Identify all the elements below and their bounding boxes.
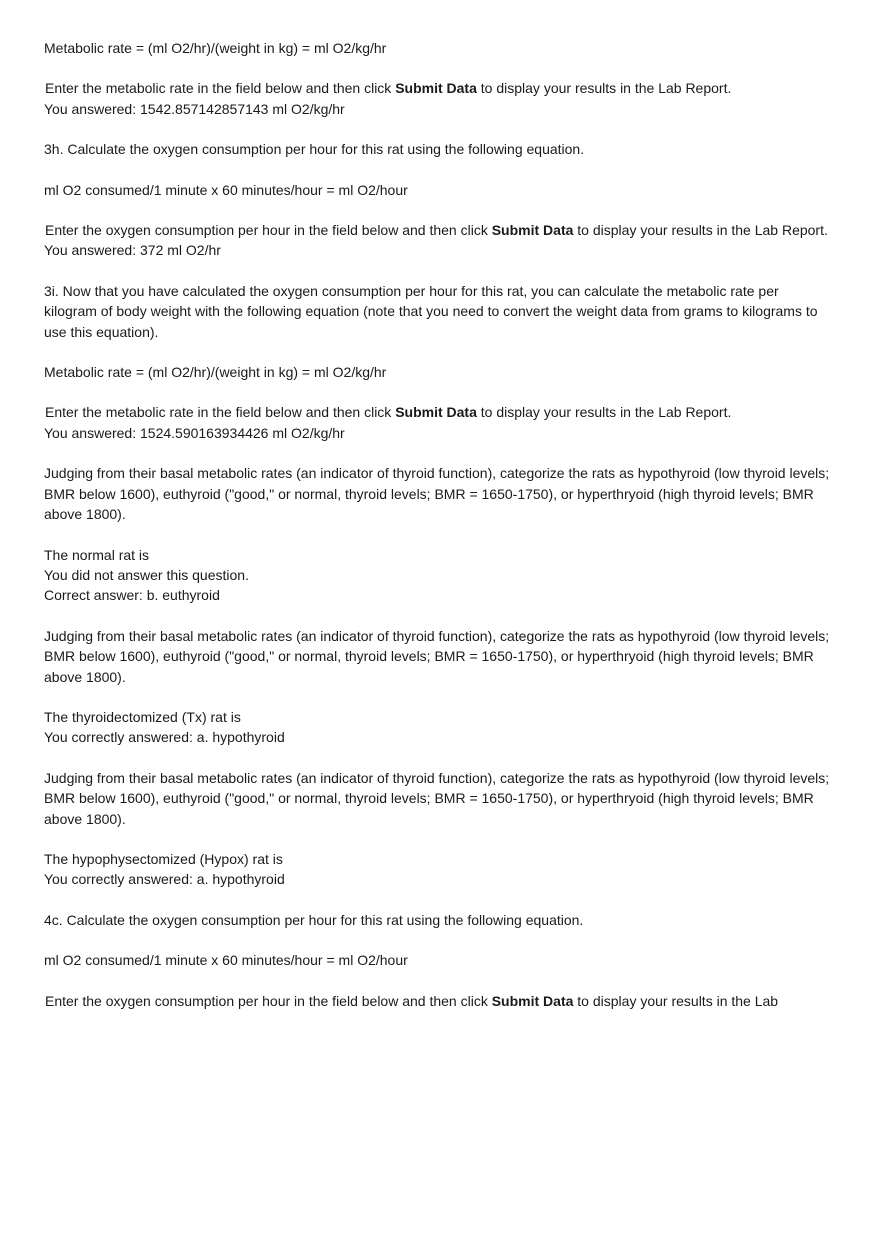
question-text: Judging from their basal metabolic rates (an indicator of thyroid function), categorize the rats as hypothyroid (low thyroid levels; BMR below 1600), euthyroid ("good," or normal, thyroid levels; BMR = 1650-1750), or hyperthryoid (high thyroid levels; BMR above 1800). xyxy=(44,627,830,685)
answer-text: You answered: 372 ml O2/hr xyxy=(44,242,221,259)
answer-status: You correctly answered: a. hypothyroid xyxy=(44,729,285,746)
mc-prompt: The hypophysectomized (Hypox) rat is xyxy=(44,850,283,867)
submit-instruction-oxygen-consumption xyxy=(44,991,834,1011)
mc-prompt: The thyroidectomized (Tx) rat is xyxy=(44,708,241,725)
submit-data-label: Submit Data xyxy=(491,992,574,1009)
normal-rat-result xyxy=(44,545,834,606)
submit-data-label: Submit Data xyxy=(395,80,477,97)
equation-text: ml O2 consumed/1 minute x 60 minutes/hour = ml O2/hour xyxy=(44,181,408,198)
answer-text: You answered: 1542.857142857143 ml O2/kg/hr xyxy=(44,100,345,117)
submit-data-label: Submit Data xyxy=(491,222,574,239)
question-text: 4c. Calculate the oxygen consumption per hour for this rat using the following equation. xyxy=(44,911,584,928)
answer-status: You correctly answered: a. hypothyroid xyxy=(44,871,285,888)
equation-text: Metabolic rate = (ml O2/hr)/(weight in kg) = ml O2/kg/hr xyxy=(44,364,387,381)
question-text: Judging from their basal metabolic rates (an indicator of thyroid function), categorize the rats as hypothyroid (low thyroid levels; BMR below 1600), euthyroid ("good," or normal, thyroid levels; BMR = 1650-1750), or hyperthryoid (high thyroid levels; BMR above 1800). xyxy=(44,769,830,827)
metabolic-rate-equation xyxy=(44,38,834,58)
mc-prompt: The normal rat is xyxy=(44,546,150,563)
answer-status: You did not answer this question. xyxy=(44,566,249,583)
question-3i xyxy=(44,281,834,342)
instruction-text: Enter the oxygen consumption per hour in the field below and then click Submit Data to display your results in the Lab Report. xyxy=(45,222,828,239)
submit-instruction-oxygen-consumption xyxy=(44,220,834,261)
lab-report-page xyxy=(44,38,834,1031)
thyroid-categorize-question xyxy=(44,768,834,829)
thyroid-categorize-question xyxy=(44,463,834,524)
instruction-text: Enter the metabolic rate in the field below and then click Submit Data to display your results in the Lab Report. xyxy=(45,80,732,97)
question-text: 3h. Calculate the oxygen consumption per hour for this rat using the following equation. xyxy=(44,141,585,158)
equation-text: Metabolic rate = (ml O2/hr)/(weight in kg) = ml O2/kg/hr xyxy=(44,40,387,56)
submit-instruction-metabolic-rate xyxy=(44,402,834,443)
question-text: Judging from their basal metabolic rates (an indicator of thyroid function), categorize the rats as hypothyroid (low thyroid levels; BMR below 1600), euthyroid ("good," or normal, thyroid levels; BMR = 1650-1750), or hyperthryoid (high thyroid levels; BMR above 1800). xyxy=(44,465,830,523)
hypox-rat-result xyxy=(44,849,834,890)
tx-rat-result xyxy=(44,707,834,748)
question-4c xyxy=(44,910,834,930)
submit-data-label: Submit Data xyxy=(395,404,477,421)
question-text: 3i. Now that you have calculated the oxygen consumption per hour for this rat, you can calculate the metabolic rate per kilogram of body weight with the following equation (note that you need to convert the weight data from grams to kilograms to use this equation). xyxy=(44,282,818,340)
oxygen-consumption-equation xyxy=(44,950,834,970)
equation-text: ml O2 consumed/1 minute x 60 minutes/hour = ml O2/hour xyxy=(44,952,408,969)
instruction-text: Enter the oxygen consumption per hour in the field below and then click Submit Data to display your results in the Lab xyxy=(45,992,779,1009)
thyroid-categorize-question xyxy=(44,626,834,687)
oxygen-consumption-equation xyxy=(44,180,834,200)
correct-answer: Correct answer: b. euthyroid xyxy=(44,587,220,604)
instruction-text: Enter the metabolic rate in the field below and then click Submit Data to display your results in the Lab Report. xyxy=(45,404,732,421)
submit-instruction-metabolic-rate xyxy=(44,78,834,119)
question-3h xyxy=(44,139,834,159)
answer-text: You answered: 1524.590163934426 ml O2/kg/hr xyxy=(44,424,345,441)
metabolic-rate-equation xyxy=(44,362,834,382)
